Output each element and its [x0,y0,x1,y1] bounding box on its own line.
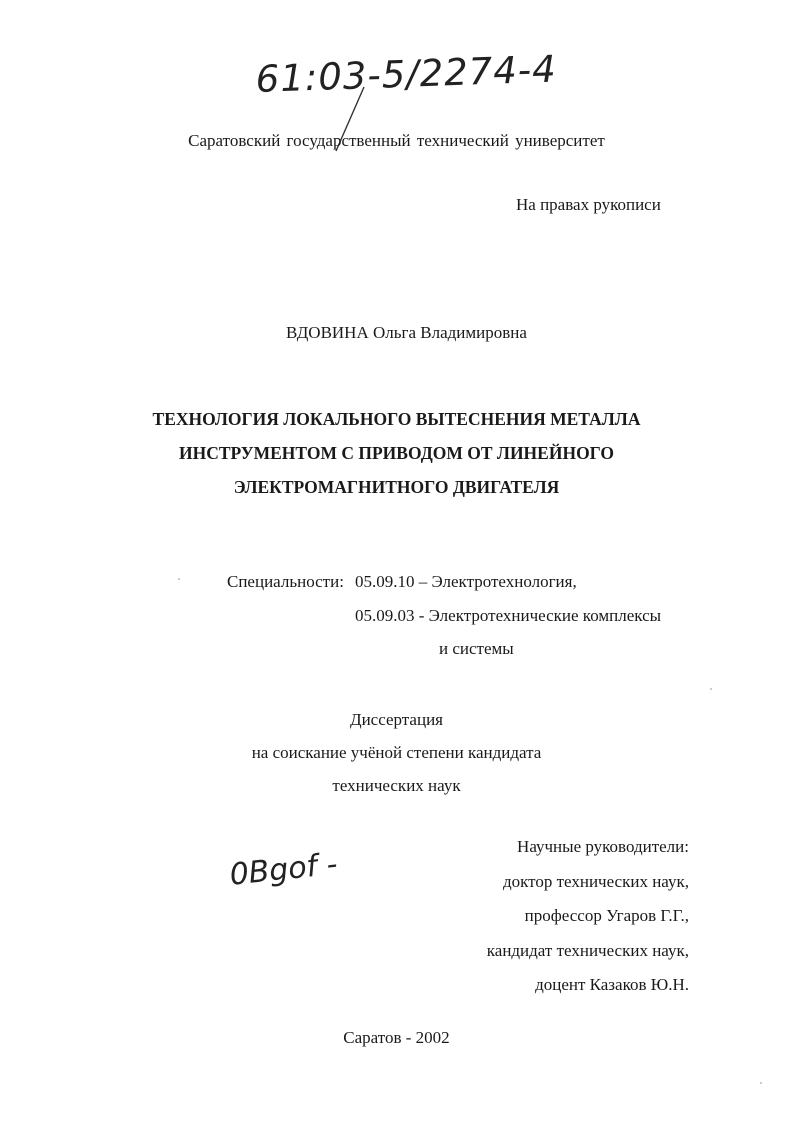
handwritten-catalog-code: 61:03-5/2274-4 [255,47,558,101]
dissertation-line: на соискание учёной степени кандидата [251,743,542,762]
title-line: ИНСТРУМЕНТОМ С ПРИВОДОМ ОТ ЛИНЕЙНОГО [178,443,614,463]
title-line: ЭЛЕКТРОМАГНИТНОГО ДВИГАТЕЛЯ [233,477,560,497]
author-name: ВДОВИНА Ольга Владимировна [286,323,527,342]
supervisor-line: доцент Казаков Ю.Н. [535,975,689,994]
specialty-line: и системы [439,639,514,658]
supervisor-line: доктор технических наук, [502,871,689,891]
handwritten-mark: 0Bgof - [228,846,340,893]
title-line: ТЕХНОЛОГИЯ ЛОКАЛЬНОГО ВЫТЕСНЕНИЯ МЕТАЛЛА [152,409,641,429]
dissertation-line: Диссертация [349,710,443,729]
scan-speck [710,688,712,690]
specialty-line: 05.09.10 – Электротехнология, [355,572,577,591]
scan-speck [760,1082,762,1084]
supervisor-line: Научные руководители: [517,837,689,856]
specialty-line: 05.09.03 - Электротехнические комплексы [355,606,662,625]
specialties-label: Специальности: [227,572,344,591]
supervisors-block [487,830,689,1003]
supervisor-line: профессор Угаров Г.Г., [524,906,689,925]
thesis-title [0,402,793,504]
supervisor-line: кандидат технических наук, [486,940,689,960]
scan-speck [178,578,180,580]
dissertation-line: технических наук [332,776,461,795]
university-name: Саратовский государственный технический университет [188,131,605,150]
manuscript-rights: На правах рукописи [516,195,661,214]
city-year: Саратов - 2002 [343,1028,450,1047]
dissertation-block [0,703,793,802]
